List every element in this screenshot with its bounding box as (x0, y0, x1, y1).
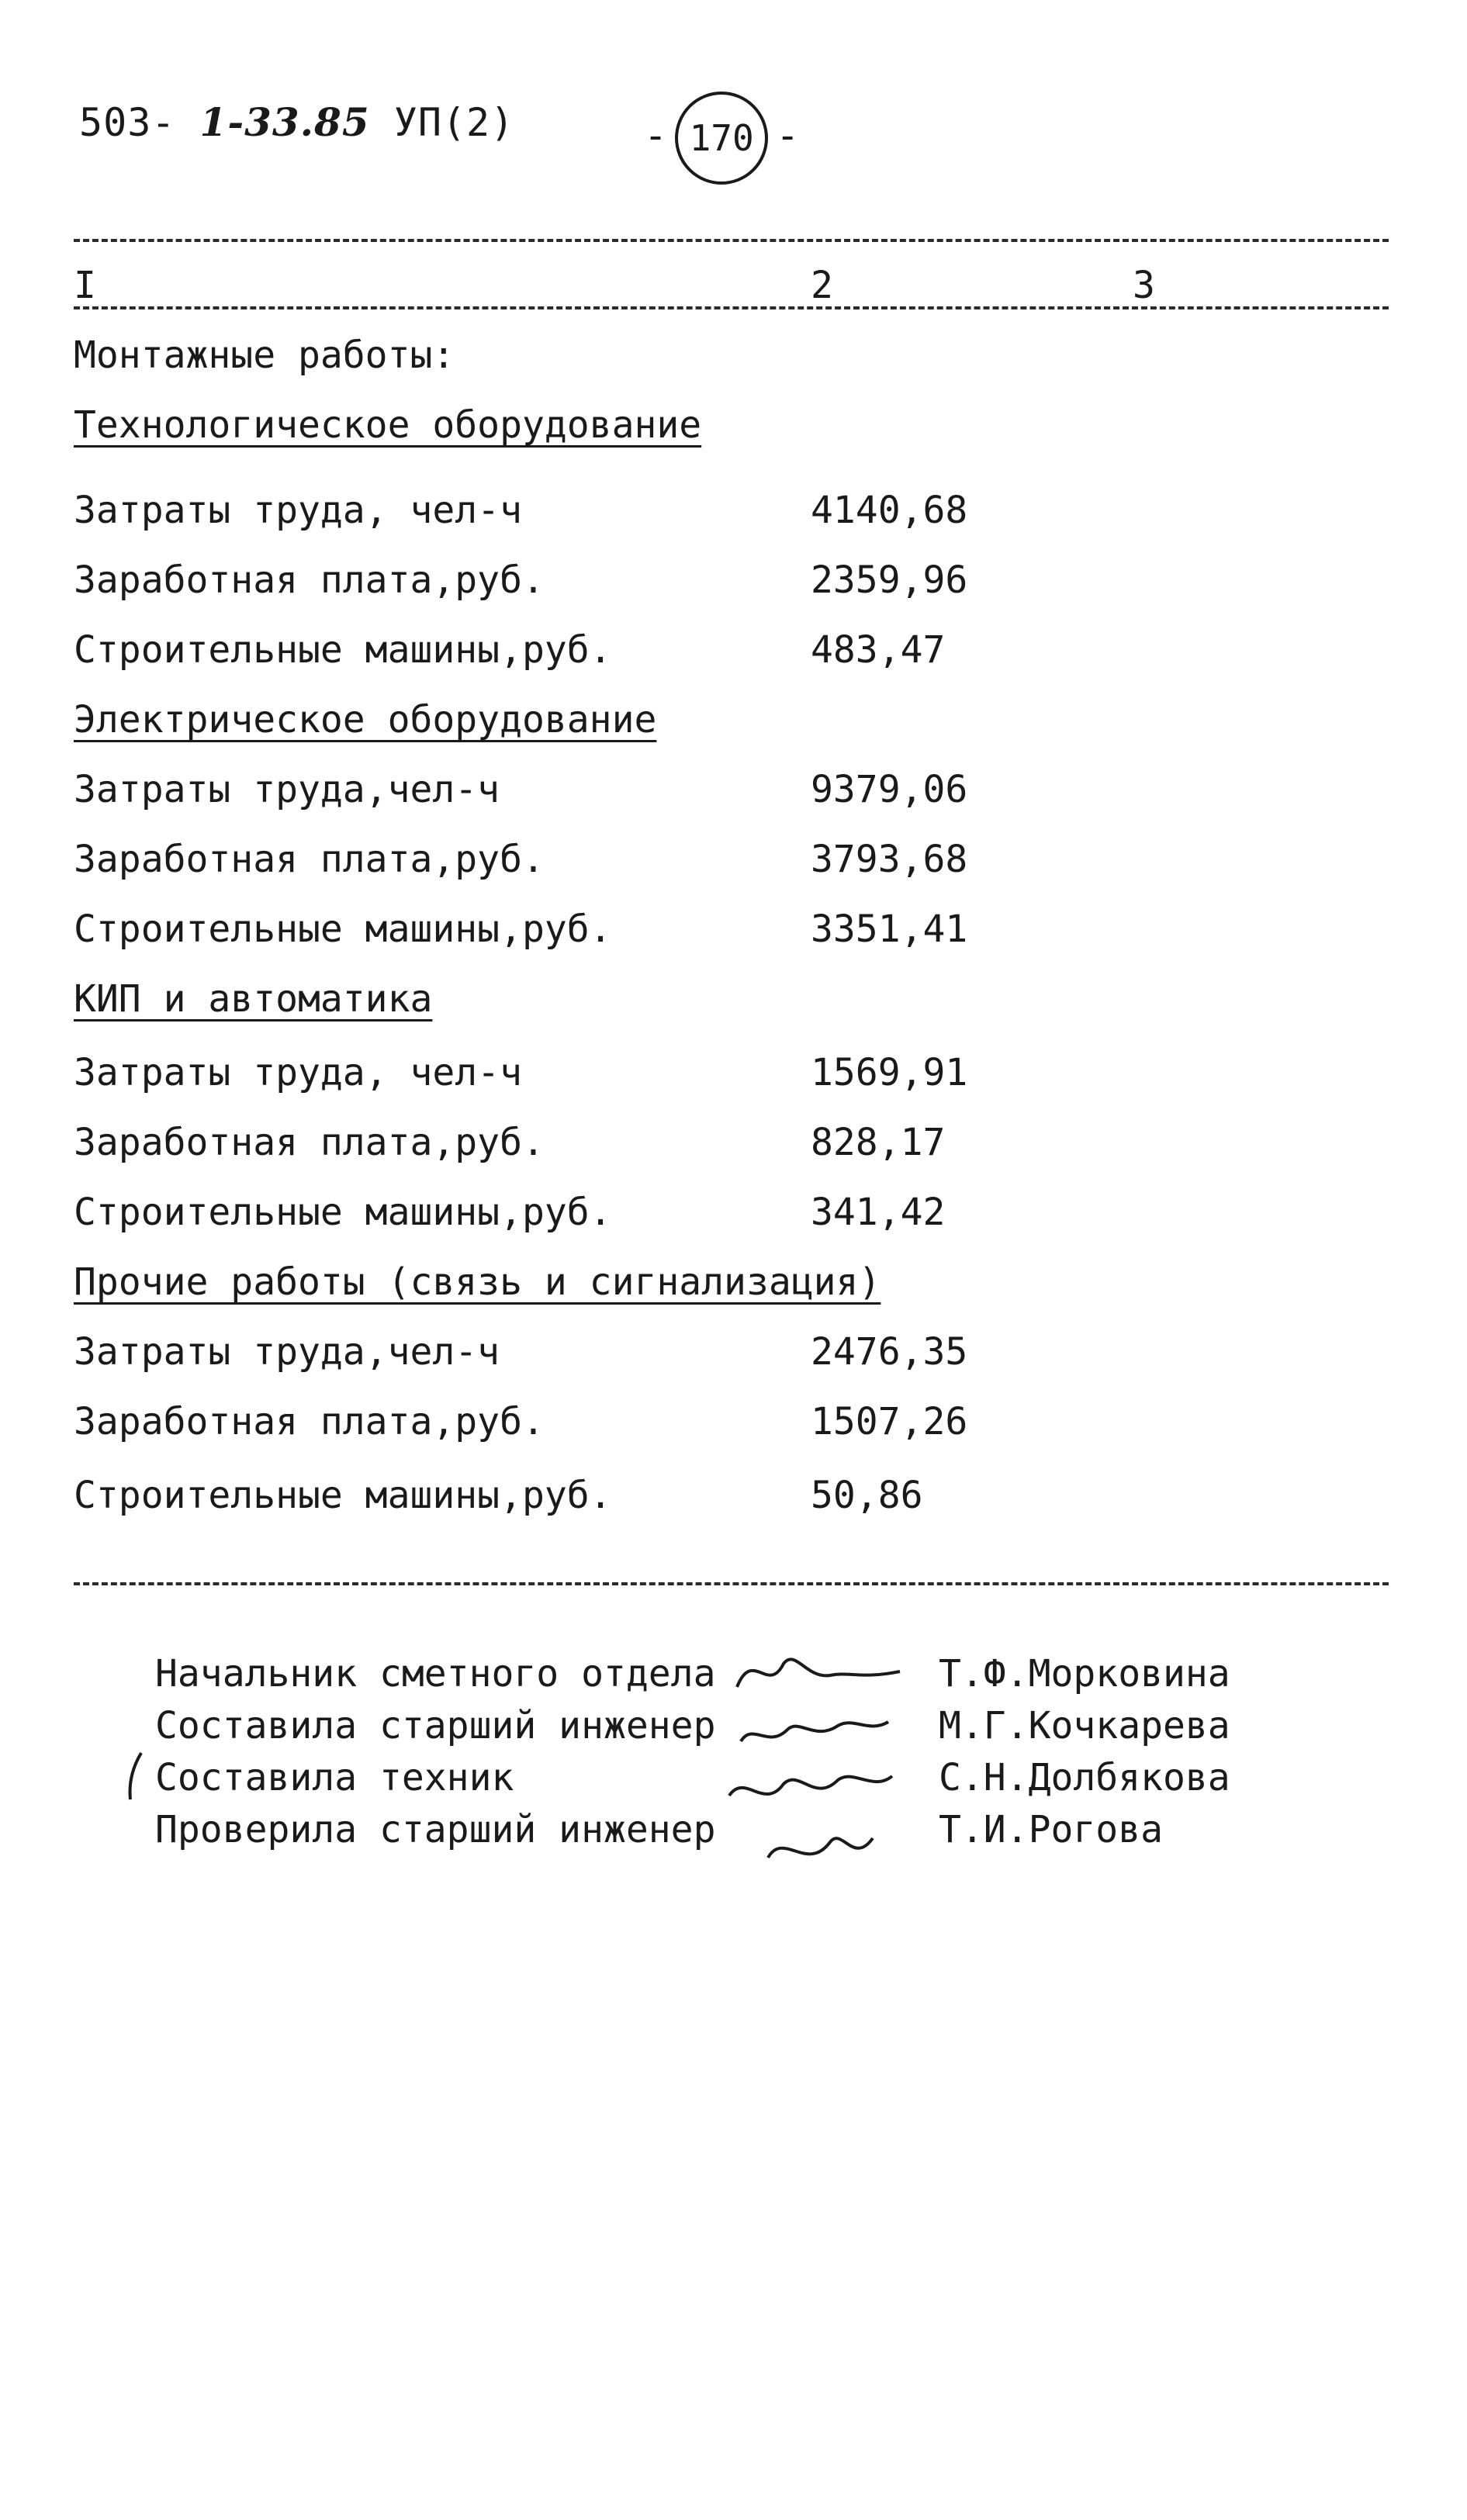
row-value: 50,86 (811, 1474, 923, 1517)
section-heading: Технологическое оборудование (74, 403, 702, 447)
table-top-rule (74, 239, 1389, 242)
column-header-rule (74, 306, 1389, 309)
column-header-3: 3 (1133, 264, 1155, 307)
row-label: Строительные машины,руб. (74, 1191, 612, 1234)
row-label: Строительные машины,руб. (74, 628, 612, 672)
signature-name: С.Н.Долбякова (939, 1756, 1230, 1799)
row-label: Заработная плата,руб. (74, 558, 545, 602)
row-label: Заработная плата,руб. (74, 1400, 545, 1443)
signature-role: Составила техник (155, 1756, 514, 1799)
row-value: 828,17 (811, 1121, 946, 1164)
column-header-2: 2 (811, 264, 833, 307)
signature-name: Т.И.Рогова (939, 1808, 1163, 1851)
row-label: Строительные машины,руб. (74, 1474, 612, 1517)
row-value: 483,47 (811, 628, 946, 672)
row-value: 4140,68 (811, 489, 968, 532)
table-bottom-rule (74, 1582, 1389, 1585)
row-label: Затраты труда, чел-ч (74, 489, 522, 532)
signature-role: Проверила старший инженер (155, 1808, 716, 1851)
section-heading: Электрическое оборудование (74, 698, 657, 741)
document-code-handwritten: 1-33.85 (199, 99, 370, 145)
row-label: Заработная плата,руб. (74, 1121, 545, 1164)
signature-mark (729, 1776, 892, 1796)
row-label: Затраты труда,чел-ч (74, 768, 500, 811)
row-value: 341,42 (811, 1191, 946, 1234)
row-value: 1507,26 (811, 1400, 968, 1443)
signature-mark (737, 1659, 900, 1687)
signature-role: Начальник сметного отдела (155, 1652, 716, 1696)
signature-mark (741, 1722, 888, 1741)
row-label: Затраты труда,чел-ч (74, 1330, 500, 1374)
row-value: 2476,35 (811, 1330, 968, 1374)
row-value: 1569,91 (811, 1051, 968, 1094)
check-mark-icon (124, 1749, 147, 1803)
handwritten-signatures (721, 1633, 923, 1889)
page-number-circle: 170 (675, 92, 768, 185)
signature-name: М.Г.Кочкарева (939, 1704, 1230, 1747)
row-label: Заработная плата,руб. (74, 838, 545, 881)
document-code-suffix: УП(2) (393, 100, 515, 145)
document-code-prefix: 503- (79, 100, 176, 145)
row-label: Строительные машины,руб. (74, 907, 612, 951)
column-header-1: I (74, 264, 96, 307)
signature-role: Составила старший инженер (155, 1704, 716, 1747)
row-value: 9379,06 (811, 768, 968, 811)
table-title: Монтажные работы: (74, 334, 455, 377)
row-value: 3351,41 (811, 907, 968, 951)
row-value: 2359,96 (811, 558, 968, 602)
page-number: - 170 - (644, 92, 799, 185)
section-heading: Прочие работы (связь и сигнализация) (74, 1260, 881, 1304)
section-heading: КИП и автоматика (74, 977, 433, 1021)
document-code (79, 99, 514, 145)
row-value: 3793,68 (811, 838, 968, 881)
signature-name: Т.Ф.Морковина (939, 1652, 1230, 1696)
row-label: Затраты труда, чел-ч (74, 1051, 522, 1094)
signature-mark (768, 1838, 873, 1858)
